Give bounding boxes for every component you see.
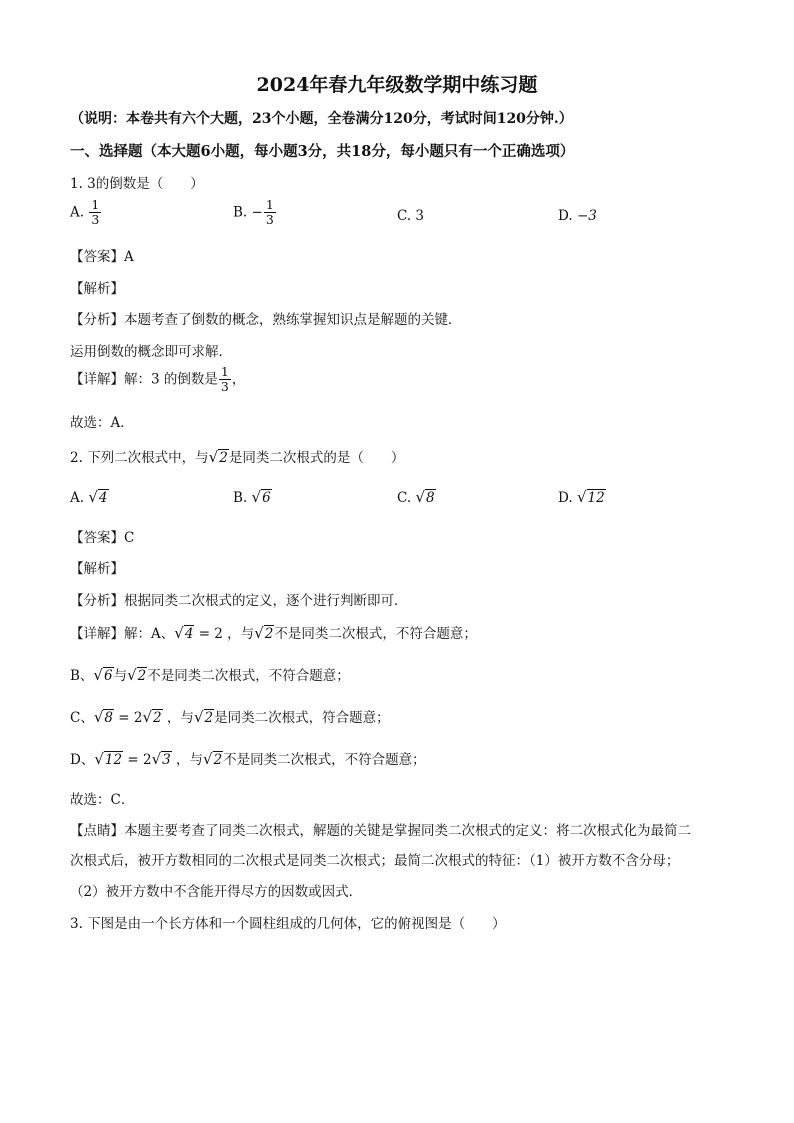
q1-option-c: C. 3 xyxy=(397,208,425,224)
radicand: 2 xyxy=(213,752,223,768)
option-label: C. xyxy=(397,490,412,506)
sqrt-expression: √2 xyxy=(203,750,223,768)
option-label: B. xyxy=(233,204,248,221)
radicand: 2 xyxy=(137,668,147,684)
q1-analysis-2: 运用倒数的概念即可求解． xyxy=(70,344,232,360)
q2-option-c xyxy=(397,488,436,506)
question-2-stem xyxy=(70,446,404,466)
q1-detail xyxy=(70,365,245,395)
radicand: 6 xyxy=(262,490,271,506)
radicand: 4 xyxy=(184,626,194,642)
q1-option-a xyxy=(70,198,102,228)
denominator: 3 xyxy=(220,379,229,395)
page-title: 2024年春九年级数学期中练习题 xyxy=(256,74,538,96)
question-3-stem: 3. 下图是由一个长方体和一个圆柱组成的几何体，它的俯视图是（ ） xyxy=(70,916,506,932)
sqrt-expression: √2 xyxy=(142,708,162,726)
sqrt-expression: √2 xyxy=(193,708,214,726)
q2-detail-c xyxy=(70,706,390,726)
radicand: 2 xyxy=(219,450,228,466)
question-1-stem: 1. 3的倒数是（ ） xyxy=(70,176,204,192)
option-label: B. xyxy=(233,490,248,506)
detail-text: D、 xyxy=(70,752,95,768)
radicand: 2 xyxy=(264,626,274,642)
q2-jiexi: 【解析】 xyxy=(70,561,124,577)
detail-text: = 2 xyxy=(114,710,143,726)
radicand: 8 xyxy=(426,490,435,506)
radicand: 2 xyxy=(204,710,214,726)
q2-option-a xyxy=(70,488,109,506)
denominator: 3 xyxy=(91,212,100,228)
fraction xyxy=(264,198,276,228)
sqrt-expression: √4 xyxy=(174,624,194,642)
numerator: 1 xyxy=(220,364,229,379)
q1-option-d xyxy=(558,208,597,224)
option-label: A. xyxy=(70,204,85,221)
detail-text: 不是同类二次根式，不符合题意； xyxy=(223,752,426,768)
q2-choice: 故选：C． xyxy=(70,792,135,808)
q2-option-d xyxy=(558,488,606,506)
stem-text: 2. 下列二次根式中，与 xyxy=(70,450,209,466)
q2-remark-line-2: 次根式后，被开方数相同的二次根式是同类二次根式；最简二次根式的特征：（1）被开方数不含分母； xyxy=(70,853,680,869)
detail-text: 与 xyxy=(113,668,128,684)
sqrt-expression: √8 xyxy=(415,488,435,506)
detail-text: 【详解】解：A、 xyxy=(70,626,175,642)
sqrt-expression: √6 xyxy=(93,666,113,684)
denominator: 3 xyxy=(265,212,274,228)
q2-analysis: 【分析】根据同类二次根式的定义，逐个进行判断即可． xyxy=(70,593,408,609)
option-label: D. xyxy=(558,490,573,506)
radicand: 6 xyxy=(103,668,113,684)
fraction xyxy=(219,365,231,395)
option-label: D. xyxy=(558,208,573,224)
radicand: 8 xyxy=(104,710,113,726)
detail-text: 不是同类二次根式，不符合题意； xyxy=(274,626,477,642)
q1-option-b xyxy=(233,198,277,228)
q1-answer: 【答案】A xyxy=(70,249,134,265)
stem-text: 是同类二次根式的是（ ） xyxy=(228,450,405,466)
q2-remark-line-3: （2）被开方数中不含能开得尽方的因数或因式． xyxy=(70,884,363,900)
sqrt-expression: √12 xyxy=(576,488,605,506)
sqrt-expression: √3 xyxy=(151,750,171,768)
q2-answer: 【答案】C xyxy=(70,530,135,546)
numerator: 1 xyxy=(265,197,274,212)
detail-text: 【详解】解：3 的倒数是 xyxy=(70,371,218,388)
sqrt-expression: √12 xyxy=(94,750,123,768)
radicand: 3 xyxy=(162,752,171,768)
section-heading: 一、选择题（本大题6小题，每小题3分，共18分，每小题只有一个正确选项） xyxy=(70,143,575,160)
q2-detail-b xyxy=(70,664,350,684)
detail-text: B、 xyxy=(70,668,94,684)
numerator: 1 xyxy=(91,197,100,212)
detail-text: = 2 ，与 xyxy=(194,626,255,642)
detail-text: ， xyxy=(231,371,246,388)
radicand: 2 xyxy=(153,710,162,726)
detail-text: ，与 xyxy=(162,710,194,726)
q1-choice: 故选：A． xyxy=(70,415,134,431)
exam-instructions: （说明：本卷共有六个大题，23个小题，全卷满分120分，考试时间120分钟.） xyxy=(70,111,573,127)
detail-text: ，与 xyxy=(171,752,204,768)
minus-sign: − xyxy=(251,204,263,221)
detail-text: 是同类二次根式，符合题意； xyxy=(214,710,390,726)
detail-text: 不是同类二次根式，不符合题意； xyxy=(147,668,350,684)
fraction xyxy=(89,198,101,228)
detail-text: = 2 xyxy=(123,752,152,768)
sqrt-expression: √2 xyxy=(254,624,274,642)
q2-detail-a xyxy=(70,622,477,642)
sqrt-expression: √2 xyxy=(127,666,147,684)
radicand: 4 xyxy=(98,490,108,506)
q2-detail-d xyxy=(70,748,426,768)
radicand: 12 xyxy=(104,752,123,768)
detail-text: C、 xyxy=(70,710,94,726)
sqrt-expression: √2 xyxy=(208,448,228,466)
option-label: A. xyxy=(70,490,85,506)
q1-jiexi: 【解析】 xyxy=(70,281,124,297)
option-value: −3 xyxy=(576,208,597,224)
sqrt-expression: √8 xyxy=(93,708,113,726)
sqrt-expression: √4 xyxy=(88,488,108,506)
radicand: 12 xyxy=(587,490,605,506)
q2-option-b xyxy=(233,488,272,506)
q1-analysis: 【分析】本题考查了倒数的概念，熟练掌握知识点是解题的关键． xyxy=(70,312,462,328)
sqrt-expression: √6 xyxy=(251,488,271,506)
q2-remark-line-1: 【点睛】本题主要考查了同类二次根式，解题的关键是掌握同类二次根式的定义：将二次根式化为最简二 xyxy=(70,823,691,839)
